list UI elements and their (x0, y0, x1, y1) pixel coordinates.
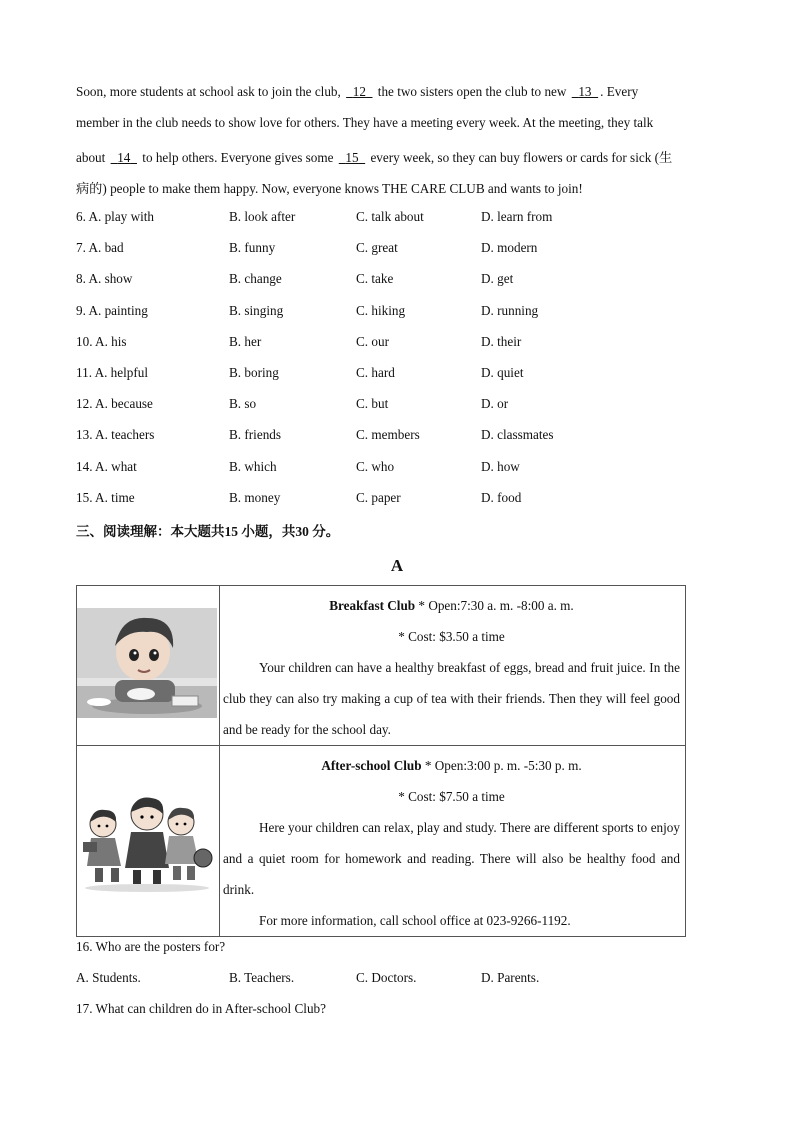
option-a: 8. A. show (76, 271, 133, 287)
option-b: B. look after (229, 209, 296, 224)
boy-eating-breakfast-image (77, 608, 217, 718)
option-c: C. Doctors. (356, 970, 417, 985)
children-playing-image (77, 784, 217, 894)
option-d: D. quiet (481, 365, 524, 380)
passage-line-2: member in the club needs to show love for others. They have a meeting every week. At the meeting, they talk (76, 115, 654, 130)
poster-row-after-school (77, 746, 686, 937)
option-d: D. modern (481, 240, 538, 256)
contact-info: For more information, call school office at 023-9266-1192. (259, 913, 571, 928)
after-school-club-description: Here your children can relax, play and study. There are different sports to enjoy and a quiet room for homework and reading. There will also be healthy food and drink. (223, 820, 680, 897)
passage-line-4: 病的) people to make them happy. Now, everyone knows THE CARE CLUB and wants to join! (76, 181, 583, 196)
option-d: D. food (481, 489, 522, 505)
after-school-club-cost: * Cost: $7.50 a time (398, 789, 505, 804)
option-d: D. classmates (481, 427, 554, 443)
option-a: 6. A. play with (76, 209, 155, 224)
option-d: D. or (481, 396, 509, 412)
passage-text: to help others. Everyone gives some (142, 150, 334, 165)
after-school-club-poster (220, 746, 686, 937)
option-b: B. friends (229, 427, 282, 443)
passage-line-3 (76, 147, 672, 166)
breakfast-club-description: Your children can have a healthy breakfast of eggs, bread and fruit juice. In the club they can also try making a cup of tea with their friends. Then they will feel good and be ready for the school day. (223, 660, 680, 737)
option-c: C. hard (356, 365, 395, 380)
passage-text: the two sisters open the club to new (377, 84, 567, 99)
option-b: B. singing (229, 302, 284, 318)
passage-title: A (390, 556, 404, 575)
option-c: C. take (356, 271, 394, 287)
passage-text: every week, so they can buy flowers or cards for sick (生 (370, 150, 673, 165)
after-school-club-hours: * Open:3:00 p. m. -5:30 p. m. (424, 758, 582, 773)
option-c: C. hiking (356, 302, 406, 318)
option-a: 13. A. teachers (76, 427, 155, 443)
breakfast-club-hours: * Open:7:30 a. m. -8:00 a. m. (418, 598, 574, 613)
poster-image-cell (77, 746, 220, 937)
option-c: C. paper (356, 489, 401, 505)
poster-row-breakfast (77, 586, 686, 746)
breakfast-club-name: Breakfast Club (329, 598, 416, 613)
option-b: B. so (229, 396, 257, 412)
passage-text: about (76, 150, 106, 165)
option-a: 7. A. bad (76, 240, 124, 256)
option-a: 9. A. painting (76, 302, 148, 318)
option-a: 11. A. helpful (76, 365, 149, 380)
question-17: 17. What can children do in After-school Club? (76, 1001, 326, 1016)
poster-title-line (223, 750, 680, 781)
posters-table (76, 585, 686, 937)
option-a: 10. A. his (76, 333, 127, 349)
option-a: A. Students. (76, 970, 141, 985)
passage-text: . Every (600, 84, 639, 99)
option-b: B. money (229, 489, 281, 505)
option-b: B. change (229, 271, 282, 287)
option-c: C. members (356, 427, 420, 443)
passage-text: Soon, more students at school ask to join the club, (76, 84, 341, 99)
after-school-club-name: After-school Club (321, 758, 422, 773)
option-d: D. running (481, 302, 539, 318)
blank-15: 15 (345, 150, 359, 165)
blank-14: 14 (117, 150, 131, 165)
passage-line-1 (76, 84, 638, 100)
poster-image-cell (77, 586, 220, 746)
option-b: B. her (229, 333, 262, 349)
option-b: B. Teachers. (229, 970, 295, 985)
breakfast-club-poster (220, 586, 686, 746)
question-16: 16. Who are the posters for? (76, 939, 226, 954)
option-b: B. boring (229, 365, 279, 380)
blank-12: 12 (352, 84, 366, 99)
option-b: B. funny (229, 240, 276, 256)
option-c: C. talk about (356, 209, 424, 224)
option-a: 15. A. time (76, 489, 135, 505)
breakfast-club-cost: * Cost: $3.50 a time (398, 629, 505, 644)
poster-title-line (223, 590, 680, 621)
option-b: B. which (229, 458, 277, 474)
option-c: C. but (356, 396, 389, 412)
option-a: 14. A. what (76, 458, 137, 474)
option-c: C. great (356, 240, 398, 256)
option-d: D. how (481, 458, 520, 474)
option-d: D. Parents. (481, 970, 540, 985)
blank-13: 13 (578, 84, 592, 99)
option-d: D. learn from (481, 209, 553, 224)
section-heading: 三、阅读理解：本大题共15 小题，共30 分。 (76, 524, 340, 539)
option-d: D. get (481, 271, 514, 287)
option-c: C. who (356, 458, 395, 474)
option-c: C. our (356, 333, 389, 349)
option-d: D. their (481, 333, 522, 349)
option-a: 12. A. because (76, 396, 153, 412)
